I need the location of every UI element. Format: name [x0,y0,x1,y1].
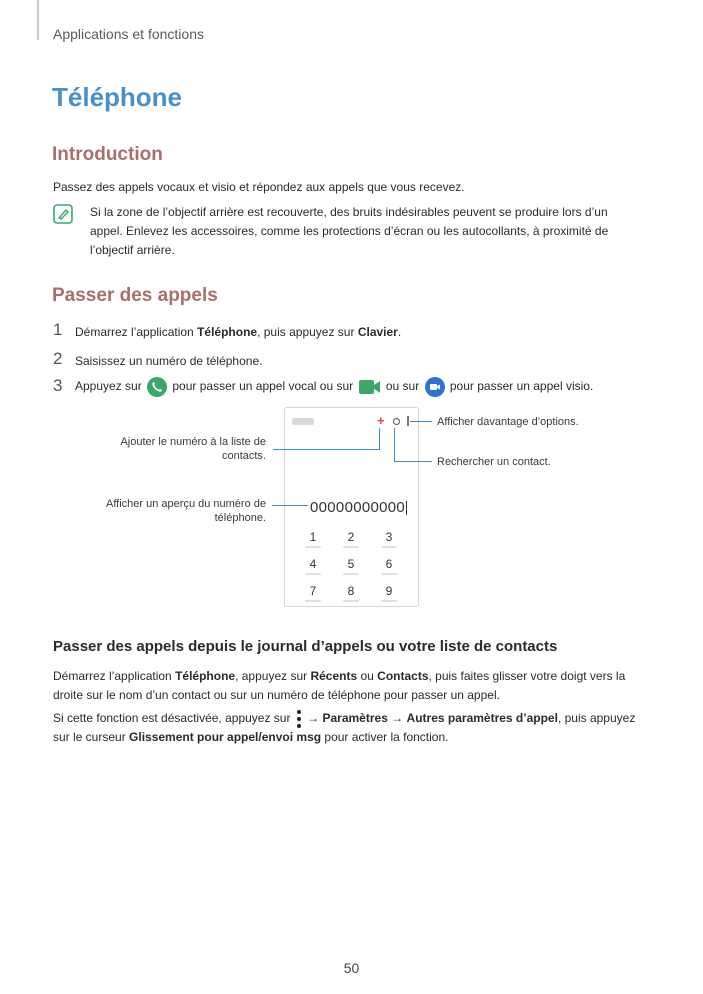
key-1[interactable]: 1 [309,530,317,544]
key-5[interactable]: 5 [347,557,355,571]
key-sub [381,546,397,548]
voice-call-icon [147,377,167,397]
callout-line-search-vertical [394,428,395,461]
text: ou [357,669,378,683]
text-bold: Téléphone [175,669,236,683]
step-number: 1 [53,320,63,339]
more-options-icon[interactable] [407,416,409,426]
step-3-text: pour passer un appel visio. [446,379,594,394]
text: sur le curseur [53,730,130,744]
page-number: 50 [343,960,360,976]
video-call-blue-icon [425,377,445,397]
note-line: Si la zone de l’objectif arrière est recouverte, des bruits indésirables peuvent se produire lors d’un [90,205,608,219]
screen-title-placeholder [292,418,314,425]
step-1-app: Téléphone [197,325,258,339]
text: Si cette fonction est désactivée, appuyez sur [53,711,294,725]
section-header: Applications et fonctions [53,26,204,42]
key-sub [305,600,321,602]
key-4[interactable]: 4 [309,557,317,571]
key-sub [381,573,397,575]
callout-line-add-vertical [379,428,380,449]
callout-line-more [410,421,432,422]
key-6[interactable]: 6 [385,557,393,571]
log-p2-line [53,709,653,728]
key-sub [381,600,397,602]
search-icon[interactable] [393,418,400,425]
keypad-screen [284,407,419,607]
step-3-text: Appuyez sur [75,379,146,394]
callout-line-text: contacts. [221,450,266,462]
callout-search: Rechercher un contact. [437,456,551,468]
key-8[interactable]: 8 [347,584,355,598]
text-bold: Contacts [377,669,429,683]
text-cursor [406,501,407,515]
text: , puis faites glisser votre doigt vers la [428,669,626,683]
step-3 [75,377,593,397]
text: pour activer la fonction. [321,730,449,744]
note-text [90,203,635,260]
text: , puis appuyez [557,711,636,725]
log-heading: Passer des appels depuis le journal d’appels ou votre liste de contacts [53,638,558,655]
callout-more-options: Afficher davantage d’options. [437,416,579,428]
text-bold: Glissement pour appel/envoi msg [129,730,322,744]
callout-add-contact [70,435,266,463]
callout-line-text: téléphone. [214,512,266,524]
step-1 [75,323,401,342]
callout-line-text: Ajouter le numéro à la liste de [120,436,266,448]
more-options-icon [296,710,302,728]
log-p1-line: droite sur le nom d’un contact ou sur un numéro de téléphone pour passer un appel. [53,688,500,702]
callout-line-search-horizontal [394,461,432,462]
key-sub [305,573,321,575]
callout-line-text: Afficher un aperçu du numéro de [105,498,266,510]
text: , appuyez sur [235,669,311,683]
key-sub [343,600,359,602]
key-3[interactable]: 3 [385,530,393,544]
arrow: → [387,711,407,725]
intro-text: Passez des appels vocaux et visio et répondez aux appels que vous recevez. [53,180,465,194]
step-number: 3 [53,376,63,395]
key-2[interactable]: 2 [347,530,355,544]
log-p1-line [53,667,653,686]
dialed-number-text: 00000000000 [310,499,406,516]
intro-heading: Introduction [52,144,163,165]
video-call-icon [359,379,381,395]
key-sub [343,546,359,548]
step-1-text: , puis appuyez sur [257,325,358,339]
step-2: Saisissez un numéro de téléphone. [75,354,263,368]
arrow: → [303,711,323,725]
step-number: 2 [53,349,63,368]
calls-heading: Passer des appels [52,285,218,306]
log-paragraph-2 [53,709,653,747]
dialed-number [310,499,407,516]
key-sub [305,546,321,548]
log-p2-line [53,728,653,747]
step-3-text: ou sur [382,379,423,394]
text: Démarrez l’application [53,669,176,683]
note-icon [53,204,73,224]
step-1-text: Démarrez l’application [75,325,198,339]
key-7[interactable]: 7 [309,584,317,598]
text-bold: Paramètres [322,711,388,725]
text-bold: Autres paramètres d’appel [406,711,558,725]
text-bold: Récents [310,669,358,683]
step-1-keypad: Clavier [357,325,398,339]
callout-line-add-horizontal [273,449,380,450]
callout-line-preview [272,505,308,506]
callout-preview [70,497,266,525]
note-line: l’objectif arrière. [90,243,175,257]
add-contact-icon[interactable]: + [377,413,385,428]
page-title: Téléphone [52,82,183,112]
header-rule [37,0,39,40]
key-9[interactable]: 9 [385,584,393,598]
step-3-text: pour passer un appel vocal ou sur [169,379,357,394]
log-paragraph-1 [53,667,653,705]
key-sub [343,573,359,575]
note-line: appel. Enlevez les accessoires, comme les protections d’écran ou les autocollants, à proximité de [90,224,609,238]
step-1-text: . [397,325,402,339]
